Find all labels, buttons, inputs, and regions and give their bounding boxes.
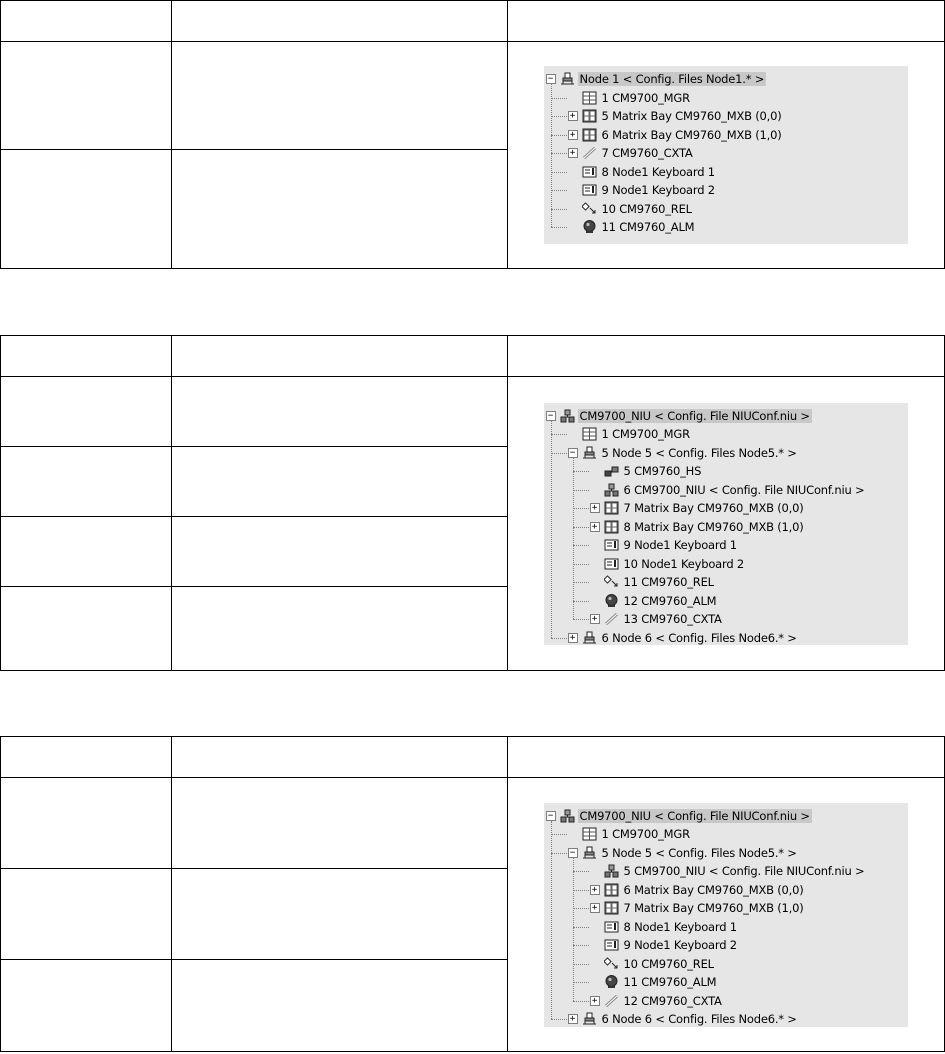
table-2-cell <box>1 377 172 447</box>
expand-icon[interactable]: + <box>568 1014 578 1024</box>
collapse-icon[interactable]: − <box>546 74 556 84</box>
config-tree-2[interactable] <box>544 403 908 645</box>
matrix-bay-icon <box>604 883 619 897</box>
tree-connector <box>551 84 552 227</box>
tree-item[interactable] <box>582 825 692 843</box>
table-3-tree-cell <box>507 778 944 1052</box>
tree-item-label: 12 CM9760_CXTA <box>623 993 722 1008</box>
table-2-header-cell-3 <box>507 336 944 377</box>
expand-icon[interactable]: + <box>590 503 600 513</box>
tree-item-label: 11 CM9760_ALM <box>623 975 717 989</box>
table-2 <box>0 335 945 671</box>
tree-connector <box>551 421 552 638</box>
tree-item-label: 6 Node 6 < Config. Files Node6.* > <box>601 630 797 645</box>
tree-item[interactable] <box>604 462 704 480</box>
collapse-icon[interactable]: − <box>568 848 578 858</box>
tree-connector <box>551 172 567 173</box>
tree-item-label: Node 1 < Config. Files Node1.* > <box>579 72 765 86</box>
tree-item[interactable] <box>582 425 692 443</box>
tree-item[interactable] <box>582 107 784 125</box>
tree-item[interactable] <box>604 499 806 517</box>
tree-item[interactable] <box>604 592 719 610</box>
tree-item-label: 10 CM9760_REL <box>601 201 692 216</box>
network-icon <box>604 864 619 878</box>
tree-connector <box>551 453 567 454</box>
tree-item-label: 5 Node 5 < Config. Files Node5.* > <box>601 845 797 860</box>
table-1-cell <box>172 42 507 150</box>
tree-item[interactable] <box>604 973 719 991</box>
tree-connector <box>573 527 589 528</box>
matrix-bay-icon <box>582 128 597 142</box>
tree-item-label: 11 CM9760_REL <box>623 575 714 589</box>
keyboard-icon <box>604 538 619 552</box>
tree-item[interactable] <box>604 573 716 591</box>
table-3-cell <box>172 960 507 1052</box>
tree-item[interactable] <box>604 899 806 917</box>
tree-connector <box>573 582 589 583</box>
node-icon <box>582 446 597 460</box>
tree-connector <box>573 982 589 983</box>
table-1-cell <box>1 150 172 269</box>
tree-connector <box>573 858 574 1001</box>
table-3-cell <box>1 960 172 1052</box>
table-3-cell <box>172 869 507 960</box>
keyboard-icon <box>604 557 619 571</box>
tree-item-label: 13 CM9760_CXTA <box>623 612 722 626</box>
tree-item-label: 5 CM9760_HS <box>623 464 702 478</box>
cxta-icon <box>604 612 619 626</box>
tree-item-label: 1 CM9700_MGR <box>601 90 690 105</box>
tree-item[interactable] <box>604 992 724 1010</box>
tree-connector <box>551 116 567 117</box>
tree-item-label: 5 CM9700_NIU < Config. File NIUConf.niu > <box>623 864 865 878</box>
table-1-header-cell-2 <box>172 1 507 42</box>
tree-item-label: 9 Node1 Keyboard 2 <box>601 183 715 197</box>
matrix-bay-icon <box>604 901 619 915</box>
tree-item[interactable] <box>582 163 717 181</box>
tree-item[interactable] <box>582 844 799 862</box>
tree-item[interactable] <box>604 955 716 973</box>
tree-item[interactable] <box>582 218 697 236</box>
table-3-cell <box>1 869 172 960</box>
keyboard-icon <box>604 938 619 952</box>
tree-item-label: 8 Matrix Bay CM9760_MXB (1,0) <box>623 519 804 534</box>
tree-item-label: 11 CM9760_ALM <box>601 220 695 234</box>
tree-connector <box>551 190 567 191</box>
tree-connector <box>551 98 567 99</box>
tree-connector <box>551 853 567 854</box>
tree-item-label: 6 Node 6 < Config. Files Node6.* > <box>601 1012 797 1026</box>
tree-connector <box>551 209 567 210</box>
tree-item[interactable] <box>604 536 739 554</box>
table-1-cell <box>1 42 172 150</box>
node-icon <box>560 72 575 86</box>
manager-icon <box>582 427 597 441</box>
tree-connector <box>573 945 589 946</box>
tree-connector <box>573 508 589 509</box>
table-2-cell <box>1 447 172 517</box>
matrix-bay-icon <box>604 520 619 534</box>
tree-item-label: 5 Node 5 < Config. Files Node5.* > <box>601 445 797 460</box>
alarm-icon <box>582 220 597 234</box>
expand-icon[interactable]: + <box>590 996 600 1006</box>
keyboard-icon <box>582 183 597 197</box>
tree-item-label: 12 CM9760_ALM <box>623 593 717 608</box>
tree-item[interactable] <box>582 126 784 144</box>
config-tree-1[interactable] <box>544 66 908 244</box>
tree-item[interactable] <box>582 89 692 107</box>
matrix-bay-icon <box>604 501 619 515</box>
hs-icon <box>604 464 619 478</box>
tree-connector <box>573 964 589 965</box>
tree-connector <box>573 1001 589 1002</box>
tree-connector <box>551 821 552 1020</box>
tree-item-label: 6 Matrix Bay CM9760_MXB (0,0) <box>623 882 804 897</box>
config-tree-3[interactable] <box>544 803 908 1027</box>
tree-item[interactable] <box>560 70 767 88</box>
table-2-cell <box>172 377 507 447</box>
tree-item[interactable] <box>604 936 739 954</box>
table-2-cell <box>1 517 172 587</box>
tree-connector <box>573 890 589 891</box>
table-2-tree-cell <box>507 377 944 671</box>
tree-item-label: 6 CM9700_NIU < Config. File NIUConf.niu > <box>623 482 865 497</box>
expand-icon[interactable]: + <box>568 148 578 158</box>
tree-item[interactable] <box>604 881 806 899</box>
cxta-icon <box>604 994 619 1008</box>
tree-item[interactable] <box>582 444 799 462</box>
table-2-header-cell-1 <box>1 336 172 377</box>
table-3-header-cell-1 <box>1 737 172 778</box>
table-3 <box>0 736 945 1052</box>
tree-item-label: 1 CM9700_MGR <box>601 427 690 441</box>
table-2-cell <box>172 587 507 671</box>
tree-item-label: 8 Node1 Keyboard 1 <box>623 919 737 934</box>
tree-item[interactable] <box>560 407 812 425</box>
collapse-icon[interactable]: − <box>568 448 578 458</box>
table-3-cell <box>172 778 507 869</box>
table-1-tree-cell <box>507 42 944 269</box>
tree-item-label: 7 Matrix Bay CM9760_MXB (0,0) <box>623 501 804 515</box>
tree-item[interactable] <box>582 200 694 218</box>
collapse-icon[interactable]: − <box>546 411 556 421</box>
table-2-cell <box>172 447 507 517</box>
table-1 <box>0 0 945 269</box>
table-2-cell <box>172 517 507 587</box>
table-1-cell <box>172 150 507 269</box>
tree-connector <box>573 619 589 620</box>
tree-item-label: 7 Matrix Bay CM9760_MXB (1,0) <box>623 901 804 915</box>
tree-connector <box>573 471 589 472</box>
tree-item-label: 6 Matrix Bay CM9760_MXB (1,0) <box>601 127 782 142</box>
tree-item-label: 5 Matrix Bay CM9760_MXB (0,0) <box>601 109 782 123</box>
collapse-icon[interactable]: − <box>546 811 556 821</box>
keyboard-icon <box>604 920 619 934</box>
tree-connector <box>551 135 567 136</box>
tree-item[interactable] <box>582 181 717 199</box>
tree-connector <box>573 601 589 602</box>
tree-item-label: 9 Node1 Keyboard 2 <box>623 938 737 952</box>
table-3-cell <box>1 778 172 869</box>
tree-connector <box>573 458 574 620</box>
tree-connector <box>573 927 589 928</box>
tree-connector <box>573 564 589 565</box>
table-2-cell <box>1 587 172 671</box>
tree-connector <box>551 434 567 435</box>
node-icon <box>582 631 597 645</box>
tree-item-label: 9 Node1 Keyboard 1 <box>623 538 737 552</box>
table-1-header-cell-3 <box>507 1 944 42</box>
tree-item[interactable] <box>604 918 739 936</box>
expand-icon[interactable]: + <box>568 111 578 121</box>
tree-item-label: 1 CM9700_MGR <box>601 827 690 841</box>
expand-icon[interactable]: + <box>590 885 600 895</box>
network-icon <box>604 483 619 497</box>
alarm-icon <box>604 594 619 608</box>
table-3-header-cell-3 <box>507 737 944 778</box>
expand-icon[interactable]: + <box>590 614 600 624</box>
tree-connector <box>573 908 589 909</box>
tree-item[interactable] <box>604 555 747 573</box>
manager-icon <box>582 91 597 105</box>
network-icon <box>560 809 575 823</box>
tree-item-label: 8 Node1 Keyboard 1 <box>601 164 715 179</box>
table-3-header-cell-2 <box>172 737 507 778</box>
relay-icon <box>604 575 619 589</box>
tree-connector <box>551 153 567 154</box>
tree-connector <box>551 638 567 639</box>
expand-icon[interactable]: + <box>590 903 600 913</box>
tree-item[interactable] <box>582 144 695 162</box>
tree-item-label: 10 CM9760_REL <box>623 956 714 971</box>
tree-item-label: 10 Node1 Keyboard 2 <box>623 556 745 571</box>
node-icon <box>582 846 597 860</box>
tree-item[interactable] <box>604 518 806 536</box>
relay-icon <box>604 957 619 971</box>
manager-icon <box>582 827 597 841</box>
tree-connector <box>573 871 589 872</box>
node-icon <box>582 1012 597 1026</box>
tree-item[interactable] <box>604 610 724 628</box>
tree-connector <box>551 1019 567 1020</box>
keyboard-icon <box>582 165 597 179</box>
tree-connector <box>573 545 589 546</box>
tree-item[interactable] <box>560 807 812 825</box>
tree-item-label: CM9700_NIU < Config. File NIUConf.niu > <box>579 808 810 823</box>
cxta-icon <box>582 146 597 160</box>
expand-icon[interactable]: + <box>568 130 578 140</box>
tree-item-label: 7 CM9760_CXTA <box>601 146 693 160</box>
matrix-bay-icon <box>582 109 597 123</box>
tree-item[interactable] <box>582 629 799 647</box>
relay-icon <box>582 202 597 216</box>
table-1-header-cell-1 <box>1 1 172 42</box>
tree-item-label: CM9700_NIU < Config. File NIUConf.niu > <box>579 408 810 423</box>
network-icon <box>560 409 575 423</box>
tree-connector <box>573 490 589 491</box>
tree-item[interactable] <box>604 862 867 880</box>
tree-connector <box>551 227 567 228</box>
expand-icon[interactable]: + <box>568 633 578 643</box>
expand-icon[interactable]: + <box>590 522 600 532</box>
tree-item[interactable] <box>582 1010 799 1028</box>
alarm-icon <box>604 975 619 989</box>
table-2-header-cell-2 <box>172 336 507 377</box>
tree-item[interactable] <box>604 481 867 499</box>
tree-connector <box>551 834 567 835</box>
